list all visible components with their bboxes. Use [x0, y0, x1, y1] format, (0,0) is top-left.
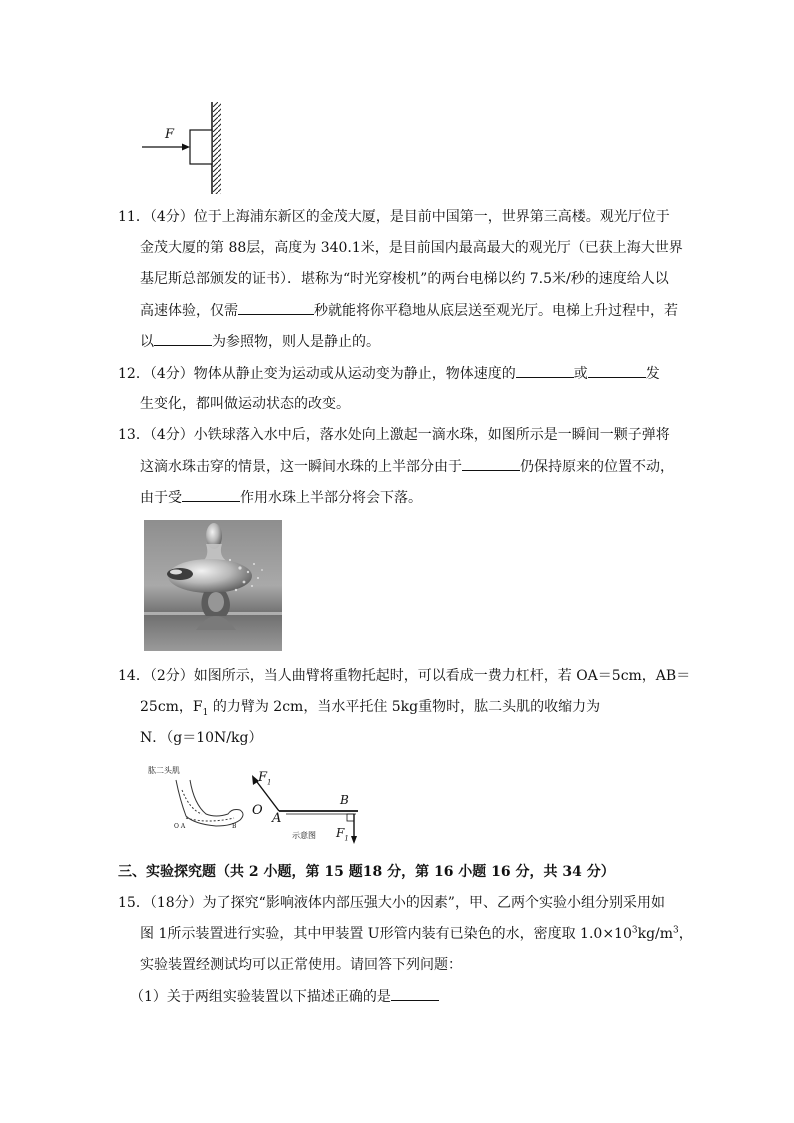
q11-line4: 高速体验，仅需 秒就能将你平稳地从底层送至观光厅。电梯上升过程中，若 [140, 300, 678, 321]
q13-line2: 这滴水珠击穿的情景，这一瞬间水珠的上半部分由于 仍保持原来的位置不动， [140, 456, 674, 477]
q11-line1: 11．（4分）位于上海浦东新区的金茂大厦，是目前中国第一，世界第三高楼。观光厅位于 [118, 209, 670, 225]
wall-block-figure [138, 102, 228, 196]
q11-line3: 基尼斯总部颁发的证书）．堪称为“时光穿梭机”的两台电梯以约 7.5米/秒的速度给人以 [140, 271, 669, 287]
q11-blank-time[interactable] [238, 300, 314, 315]
q15-sub1: （1）关于两组实验装置以下描述正确的是 [130, 986, 439, 1007]
q15-line2: 图 1所示装置进行实验，其中甲装置 U形管内装有已染色的水，密度取 $1.0\times 10^3kg/m^3$， [140, 925, 693, 942]
q12-line2: 生变化，都叫做运动状态的改变。 [140, 396, 350, 412]
q12-points: （4分） [149, 366, 194, 382]
q14-points: （2分） [149, 668, 194, 684]
f2-arrow-head [351, 836, 357, 844]
q13-line3: 由于受 作用水珠上半部分将会下落。 [140, 487, 422, 508]
q14-line1: 14．（2分）如图所示，当人曲臂将重物托起时，可以看成一费力杠杆，若 OA＝5cm，AB＝ [118, 668, 691, 684]
block [190, 130, 212, 164]
q15-sub1-blank[interactable] [391, 986, 439, 1001]
q15-line3: 实验装置经测试均可以正常使用。请回答下列问题： [140, 957, 462, 973]
q15-points: （18分） [149, 895, 203, 911]
q13-points: （4分） [149, 427, 194, 443]
lever-muscle-label: 肱二头肌 [148, 766, 180, 775]
q13-number: 13． [118, 427, 150, 443]
q14-number: 14． [118, 668, 150, 684]
q14-line2: 25cm，$F_1$ 的力臂为 2cm，当水平托住 5kg重物时，肱二头肌的收缩力为 [140, 699, 601, 718]
lever-label-o-a-small: O A [174, 823, 186, 830]
lever-label-a: A [272, 811, 282, 826]
q12-line1: 12．（4分）物体从静止变为运动或从运动变为静止，物体速度的 或 发 [118, 363, 660, 384]
lever-label-o: O [252, 803, 263, 818]
q12-blank-2[interactable] [588, 363, 646, 378]
lever-label-f2: $F_1$ [336, 826, 349, 843]
bullet [167, 568, 193, 580]
q15-line1: 15．（18分）为了探究“影响液体内部压强大小的因素”，甲、乙两个实验小组分别采用如 [118, 895, 665, 911]
lever-caption: 示意图 [292, 831, 316, 840]
q13-blank-2[interactable] [182, 487, 240, 502]
water-droplet-photo [144, 520, 282, 651]
force-label: F [165, 127, 175, 142]
q11-number: 11． [118, 209, 150, 225]
force-arrow-head [182, 144, 190, 151]
q13-blank-1[interactable] [462, 456, 520, 471]
wall-hatch [213, 102, 221, 194]
section3-title: 三、实验探究题（共 2 小题，第 15 题18 分，第 16 小题 16 分，共 34 分） [118, 864, 615, 880]
arm-sketch [176, 780, 243, 826]
q12-blank-1[interactable] [516, 363, 574, 378]
q14-line3: N．（g＝10N/kg） [140, 730, 263, 746]
lever-label-b-small: B [232, 823, 237, 830]
q15-number: 15． [118, 895, 150, 911]
q11-line2: 金茂大厦的第 88层，高度为 340.1米，是目前国内最高最大的观光厅（已获上海大世界 [140, 240, 683, 256]
right-angle-mark [347, 814, 354, 821]
q11-line5: 以 为参照物，则人是静止的。 [140, 331, 380, 352]
lever-label-b: B [340, 793, 349, 807]
q13-line1: 13．（4分）小铁球落入水中后，落水处向上激起一滴水珠，如图所示是一瞬间一颗子弹将 [118, 427, 670, 443]
q11-points: （4分） [149, 209, 194, 225]
lever-label-f1: $F_1$ [258, 770, 272, 787]
q11-blank-reference[interactable] [154, 331, 212, 346]
q12-number: 12． [118, 366, 150, 382]
